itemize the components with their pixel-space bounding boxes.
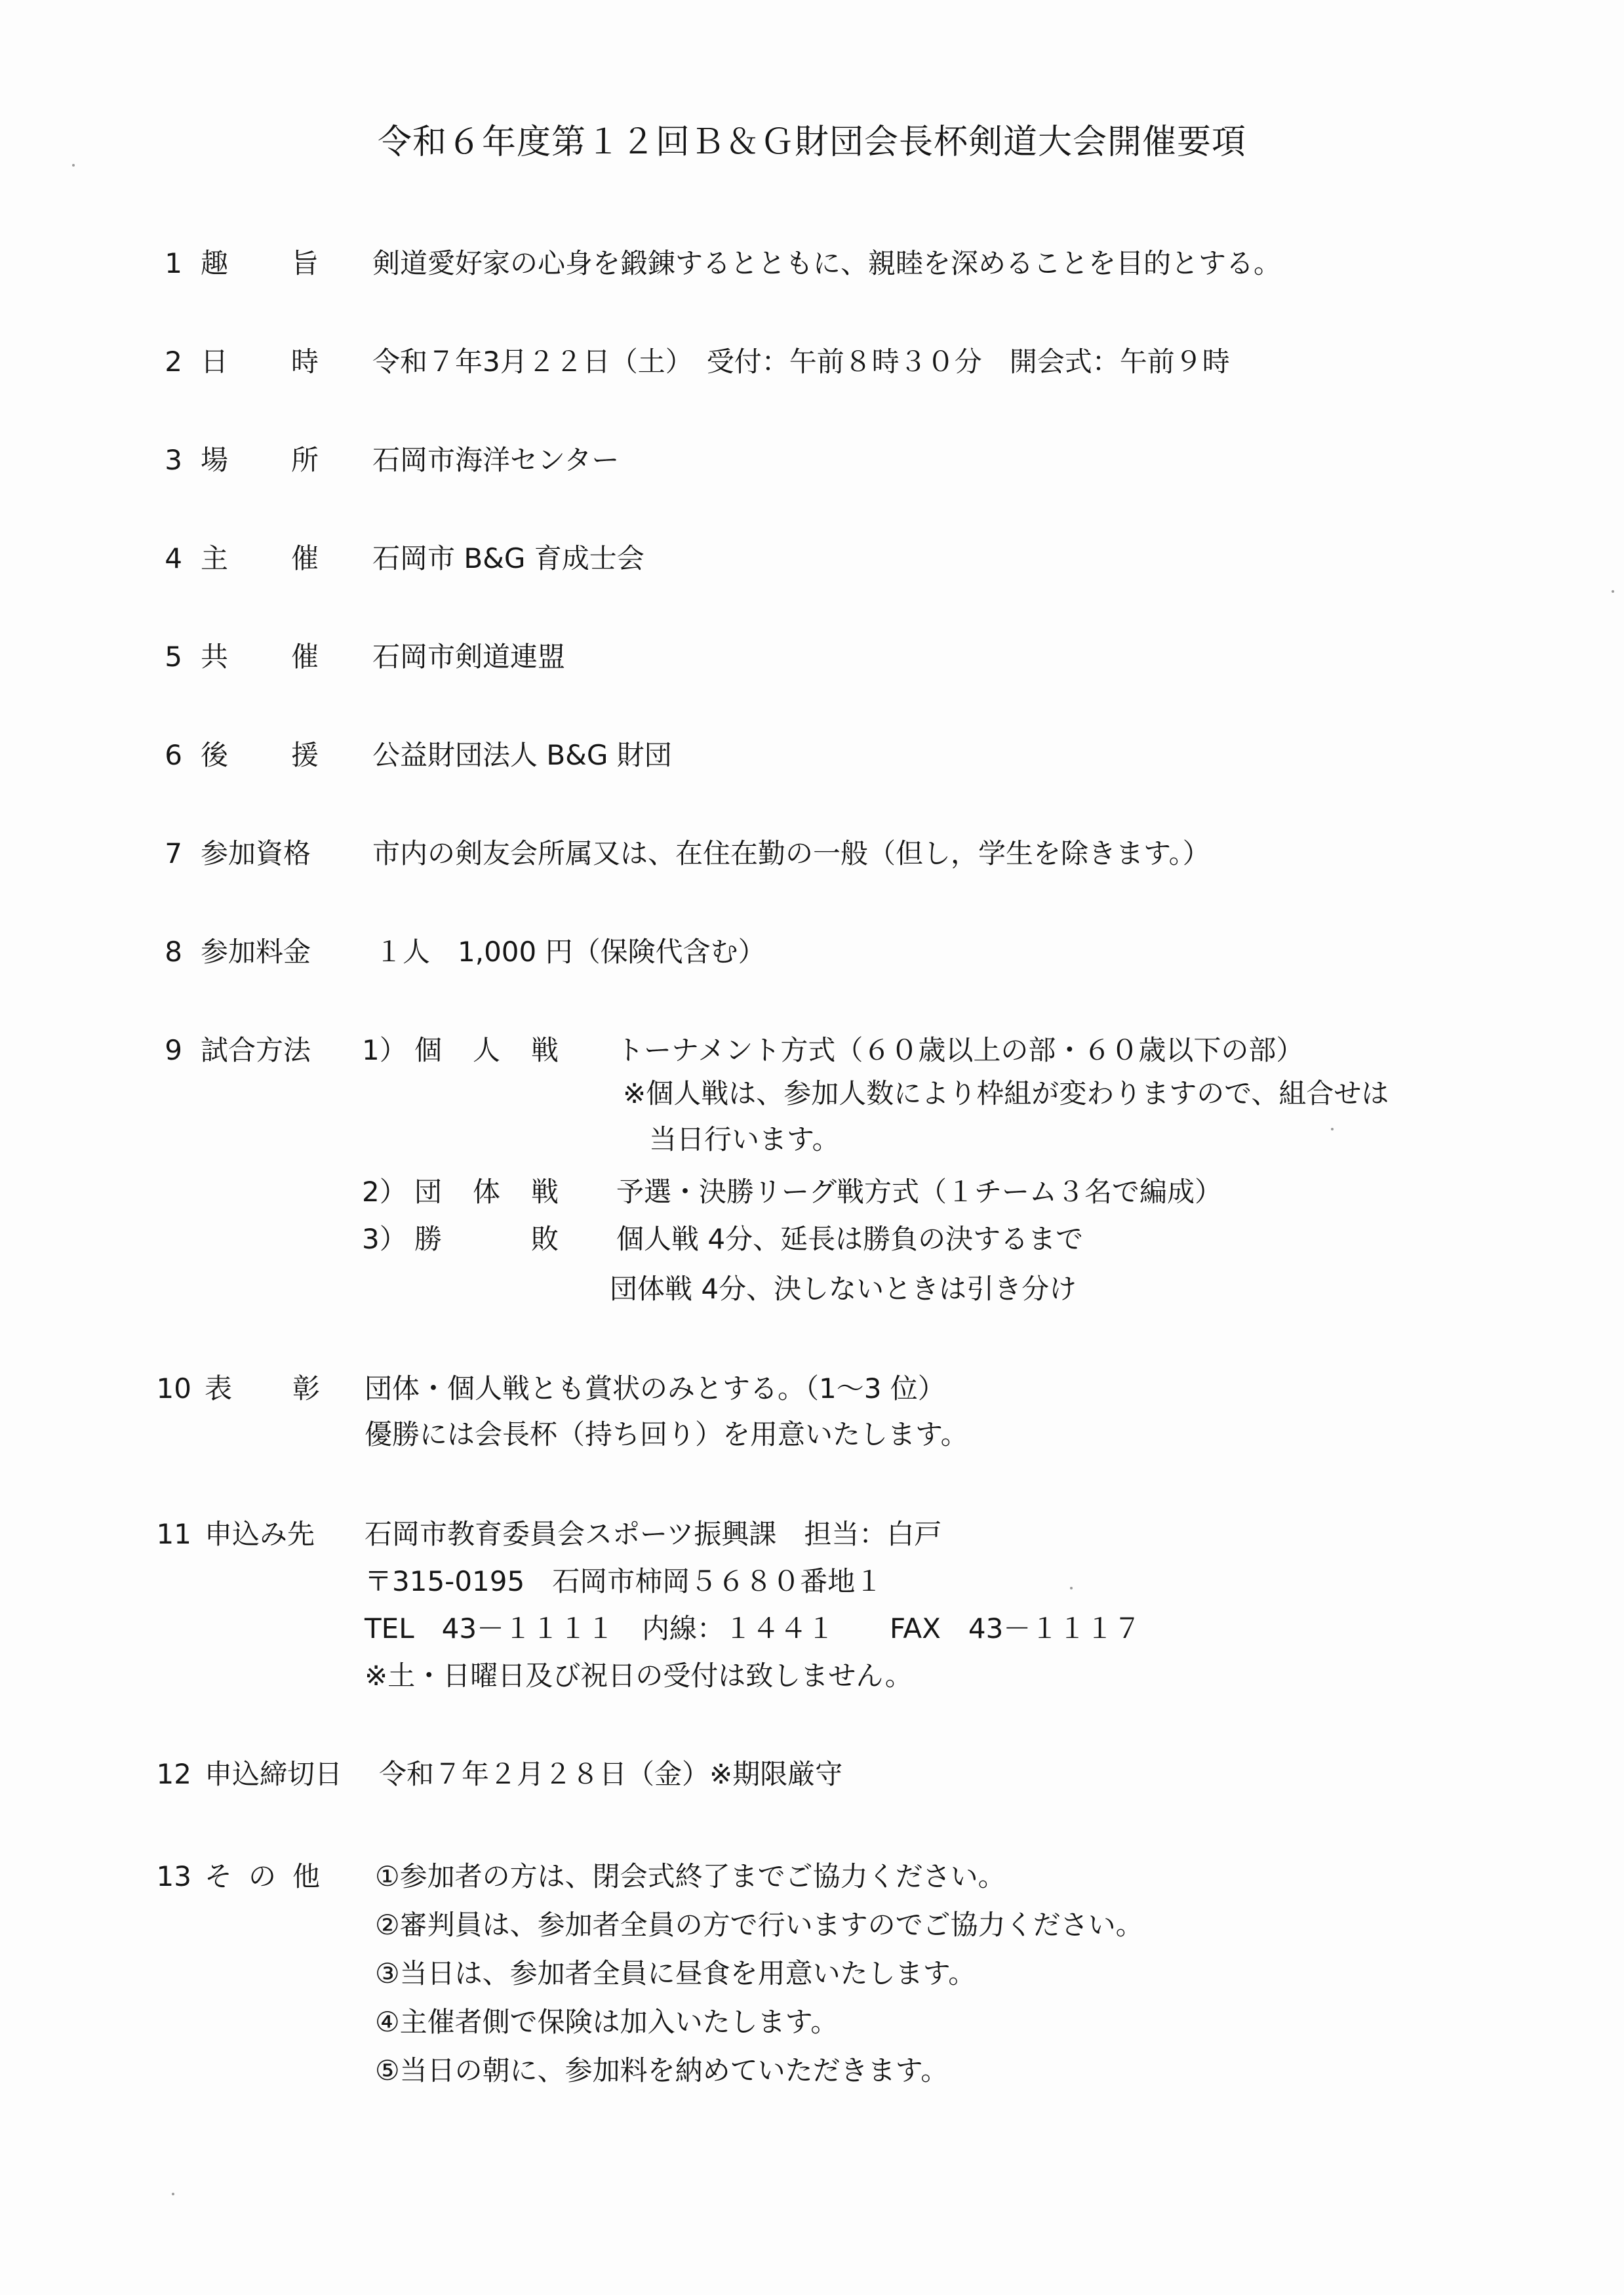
award-line: 優勝には会長杯（持ち回り）を用意いたします。 <box>365 1418 968 1450</box>
item-label: 場 所 <box>201 444 319 476</box>
item-value: 石岡市海洋センター <box>372 444 620 476</box>
match-team-text: 予選・決勝リーグ戦方式（１チーム３名で編成） <box>616 1176 1223 1208</box>
match-individual-text: トーナメント方式（６０歳以上の部・６０歳以下の部） <box>616 1034 1304 1066</box>
item-number: 7 <box>165 837 182 869</box>
item-label: 共 催 <box>201 641 319 673</box>
item-label: 主 催 <box>201 542 319 574</box>
item-label: そ の 他 <box>205 1860 320 1892</box>
application-note: ※土・日曜日及び祝日の受付は致しません。 <box>365 1660 913 1692</box>
item-number: 10 <box>156 1372 191 1405</box>
match-result-individual: 個人戦 4分、延長は勝負の決するまで <box>616 1223 1084 1255</box>
item-label: 後 援 <box>201 739 319 771</box>
item-label: 申込締切日 <box>205 1758 343 1790</box>
match-individual-number: 1） <box>362 1034 407 1066</box>
match-individual-label: 個 人 戦 <box>414 1034 559 1066</box>
scan-speck <box>172 2193 174 2195</box>
item-value: 石岡市剣道連盟 <box>372 641 566 673</box>
item-label: 参加料金 <box>201 936 311 968</box>
item-label: 試合方法 <box>201 1034 311 1066</box>
item-value: 石岡市 B&G 育成士会 <box>372 542 644 574</box>
item-label: 趣 旨 <box>201 247 319 279</box>
item-value: 公益財団法人 B&G 財団 <box>372 739 672 771</box>
other-line: ②審判員は、参加者全員の方で行いますのでご協力ください。 <box>375 1909 1143 1941</box>
item-number: 5 <box>165 641 182 673</box>
document-title: 令和６年度第１２回Ｂ＆Ｇ財団会長杯剣道大会開催要項 <box>377 123 1246 162</box>
scan-speck <box>72 164 75 167</box>
item-number: 2 <box>165 346 182 378</box>
other-line: ③当日は、参加者全員に昼食を用意いたします。 <box>375 1957 976 1989</box>
match-team-number: 2） <box>362 1176 407 1208</box>
item-label: 参加資格 <box>201 837 311 869</box>
match-individual-note-cont: 当日行います。 <box>649 1123 840 1155</box>
application-address: 〒315-0195 石岡市柿岡５６８０番地１ <box>365 1565 883 1597</box>
match-individual-note: ※個人戦は、参加人数により枠組が変わりますので、組合せは <box>623 1077 1389 1109</box>
scan-speck <box>1070 1587 1073 1589</box>
item-number: 1 <box>165 247 182 279</box>
item-label: 申込み先 <box>205 1518 315 1550</box>
item-number: 6 <box>165 739 182 771</box>
item-label: 表 彰 <box>205 1372 320 1405</box>
item-number: 12 <box>156 1758 191 1790</box>
item-value: １人 1,000 円（保険代含む） <box>375 936 766 968</box>
award-line: 団体・個人戦とも賞状のみとする。（1～3 位） <box>365 1372 945 1405</box>
match-team-label: 団 体 戦 <box>414 1176 559 1208</box>
match-result-label: 勝 敗 <box>414 1223 559 1255</box>
item-label: 日 時 <box>201 346 319 378</box>
other-line: ①参加者の方は、閉会式終了までご協力ください。 <box>375 1860 1006 1892</box>
item-number: 11 <box>156 1518 191 1550</box>
item-value: 令和７年２月２８日（金）※期限厳守 <box>379 1758 843 1790</box>
other-line: ④主催者側で保険は加入いたします。 <box>375 2006 839 2038</box>
item-value: 令和７年3月２２日（土） 受付：午前８時３０分 開会式：午前９時 <box>372 346 1230 378</box>
application-line: 石岡市教育委員会スポーツ振興課 担当：白戸 <box>365 1518 942 1550</box>
match-result-number: 3） <box>362 1223 407 1255</box>
item-number: 3 <box>165 444 182 476</box>
item-number: 9 <box>165 1034 182 1066</box>
item-value: 市内の剣友会所属又は、在住在勤の一般（但し，学生を除きます。） <box>372 837 1210 869</box>
item-number: 13 <box>156 1860 191 1892</box>
scan-speck <box>1612 590 1614 593</box>
scan-speck <box>1331 1128 1334 1130</box>
item-value: 剣道愛好家の心身を鍛錬するとともに、親睦を深めることを目的とする。 <box>372 247 1282 279</box>
item-number: 8 <box>165 936 182 968</box>
other-line: ⑤当日の朝に、参加料を納めていただきます。 <box>375 2054 949 2086</box>
application-phone: TEL 43－１１１１ 内線：１４４１ FAX 43－１１１７ <box>365 1612 1141 1645</box>
match-result-team: 団体戦 4分、決しないときは引き分け <box>610 1273 1077 1305</box>
item-number: 4 <box>165 542 182 574</box>
